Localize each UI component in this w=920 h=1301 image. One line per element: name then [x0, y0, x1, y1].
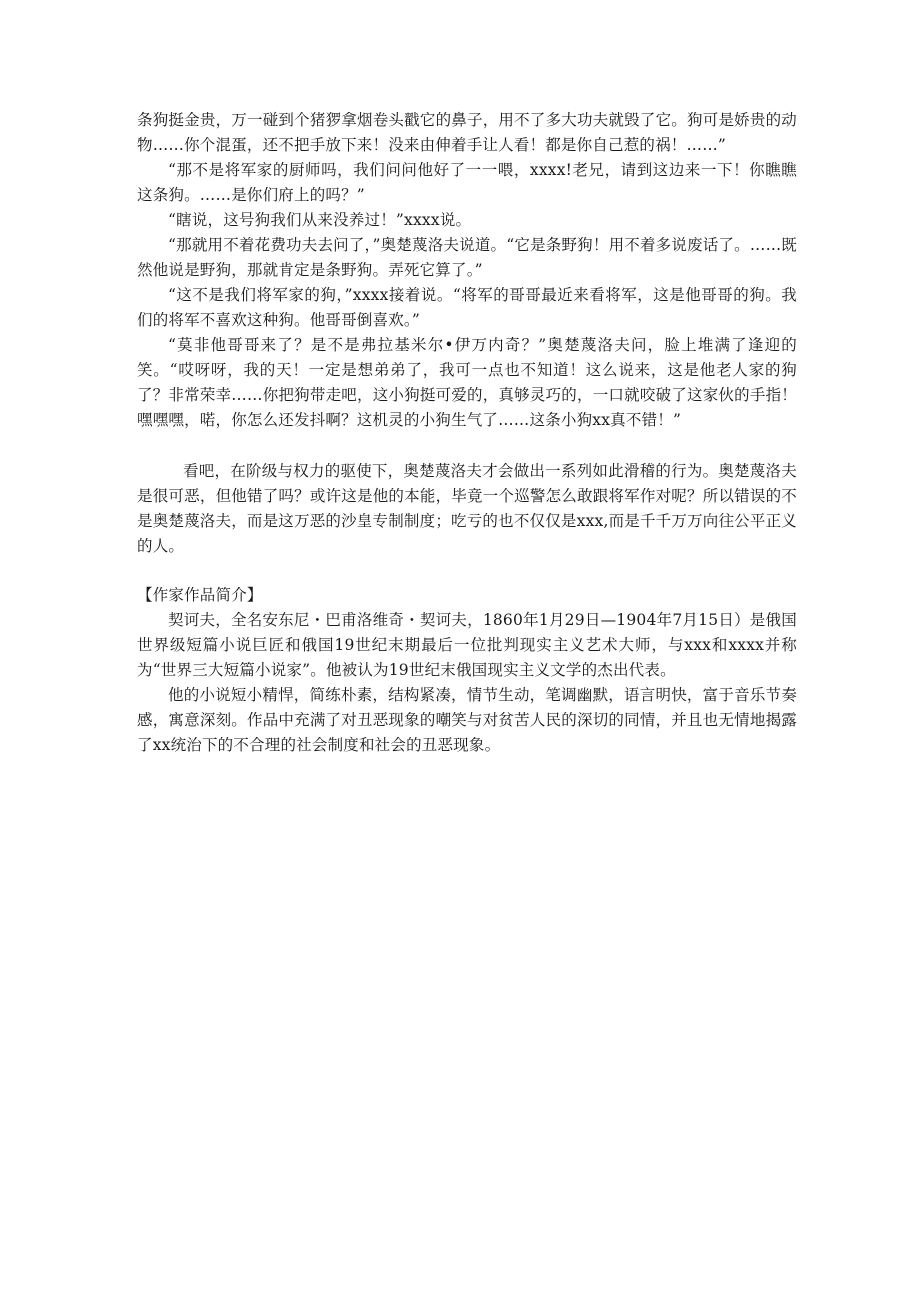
story-paragraph: “莫非他哥哥来了？是不是弗拉基米尔•伊万内奇？”奥楚蔑洛夫问，脸上堆满了逢迎的笑。“哎呀呀，我的天！一定是想弟弟了，我可一点也不知道！这么说来，这是他老人家的狗了？非常荣幸……你把狗带走吧，这小狗挺可爱的，真够灵巧的，一口就咬破了这家伙的手指！嘿嘿嘿，喏，你怎么还发抖啊？这机灵的小狗生气了……这条小狗xx真不错！” — [137, 336, 797, 429]
story-paragraph: “那不是将军家的厨师吗，我们问问他好了一一喂，xxxx!老兄，请到这边来一下！你瞧瞧这条狗。……是你们府上的吗？” — [137, 161, 797, 204]
commentary-paragraph: 看吧，在阶级与权力的驱使下，奥楚蔑洛夫才会做出一系列如此滑稽的行为。奥楚蔑洛夫是很可恶，但他错了吗？或许这是他的本能，毕竟一个巡警怎么敢跟将军作对呢？所以错误的不是奥楚蔑洛夫，而是这万恶的沙皇专制制度；吃亏的也不仅仅是xxx,而是千千万万向往公平正义的人。 — [137, 462, 797, 555]
story-paragraph: 条狗挺金贵，万一碰到个猪猡拿烟卷头戳它的鼻子，用不了多大功夫就毁了它。狗可是娇贵的动物……你个混蛋，还不把手放下来！没来由伸着手让人看！都是你自己惹的祸！……” — [137, 111, 797, 154]
story-paragraph: “瞎说，这号狗我们从来没养过！”xxxx说。 — [168, 211, 472, 229]
paragraph-spacer — [137, 559, 797, 583]
story-paragraph: “那就用不着花费功夫去问了，”奥楚蔑洛夫说道。“它是条野狗！用不着多说废话了。……既然他说是野狗，那就肯定是条野狗。弄死它算了。” — [137, 236, 797, 279]
paragraph-spacer — [137, 433, 797, 459]
section-heading: 【作家作品简介】 — [137, 586, 263, 604]
story-paragraph: “这不是我们将军家的狗，”xxxx接着说。“将军的哥哥最近来看将军，这是他哥哥的狗。我们的将军不喜欢这种狗。他哥哥倒喜欢。” — [137, 286, 797, 329]
document-page — [137, 108, 797, 758]
author-paragraph: 契诃夫，全名安东尼・巴甫洛维奇・契诃夫，1860年1月29日—1904年7月15日）是俄国世界级短篇小说巨匠和俄国19世纪末期最后一位批判现实主义艺术大师，与xxx和xxxx并称为“世界三大短篇小说家”。他被认为19世纪末俄国现实主义文学的杰出代表。 — [137, 611, 797, 679]
author-paragraph: 他的小说短小精悍，简练朴素，结构紧凑，情节生动，笔调幽默，语言明快，富于音乐节奏感，寓意深刻。作品中充满了对丑恶现象的嘲笑与对贫苦人民的深切的同情，并且也无情地揭露了xx统治下的不合理的社会制度和社会的丑恶现象。 — [137, 686, 797, 754]
